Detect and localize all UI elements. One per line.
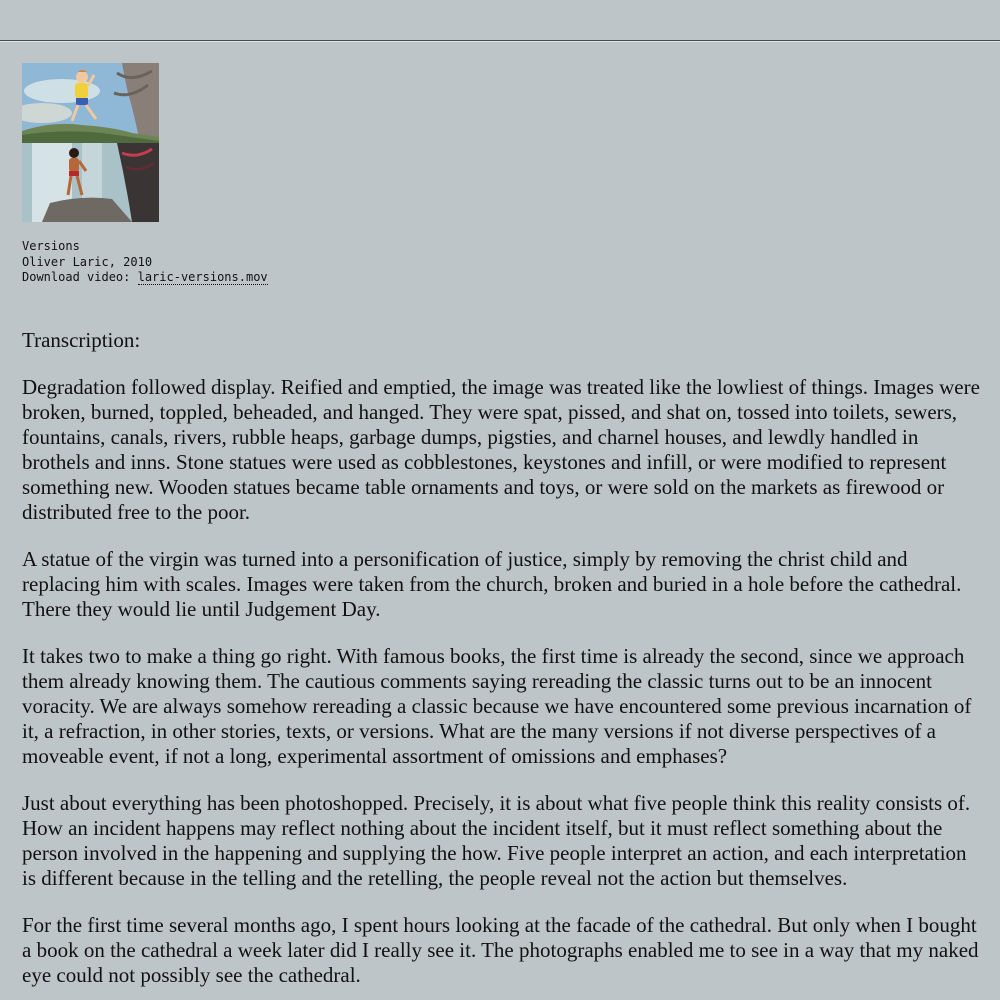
video-thumbnail[interactable] [22,63,159,222]
transcription-paragraph: For the first time several months ago, I spent hours looking at the facade of the cathedral. But only when I bought a book on the cathedral a week later did I really see it. The photographs enabled me to see in a way that my naked eye could not possibly see the cathedral. [22,913,979,987]
transcription-heading: Transcription: [22,328,141,352]
transcription-paragraph: Just about everything has been photoshopped. Precisely, it is about what five people think this reality consists of. How an incident happens may reflect nothing about the incident itself, but it must reflect something about the person involved in the happening and supplying the how. Five people interpret an action, and each interpretation is different because in the telling and the retelling, the people reveal not the action but themselves. [22,791,971,890]
artwork-artist-year: Oliver Laric, 2010 [22,254,153,269]
download-line [22,270,268,286]
transcription-paragraph: Degradation followed display. Reified and emptied, the image was treated like the lowliest of things. Images were broken, burned, toppled, beheaded, and hanged. They were spat, pissed, and shat on, tossed into toilets, sewers, fountains, canals, rivers, rubble heaps, garbage dumps, pigsties, and charnel houses, and lewdly handled in brothels and inns. Stone statues were used as cobblestones, keystones and infill, or were modified to represent something new. Wooden statues became table ornaments and toys, or were sold on the markets as firewood or distributed free to the poor. [22,375,980,524]
transcription-paragraph: A statue of the virgin was turned into a personification of justice, simply by removing the christ child and replacing him with scales. Images were taken from the church, broken and buried in a hole before the cathedral. There they would lie until Judgement Day. [22,547,962,621]
download-link[interactable]: laric-versions.mov [137,270,268,285]
artwork-caption [22,239,268,286]
transcription [22,328,984,1000]
artwork-title: Versions [22,239,80,253]
download-label: Download video: [22,270,138,285]
transcription-paragraph: It takes two to make a thing go right. With famous books, the first time is already the second, since we approach them already knowing them. The cautious comments saying rereading the classic turns out to be an innocent voracity. We are always somehow rereading a classic because we have encountered some previous incarnation of it, a refraction, in other stories, texts, or versions. What are the many versions if not diverse perspectives of a moveable event, if not a long, experimental assortment of omissions and emphases? [22,644,972,768]
top-bar [0,0,1000,41]
